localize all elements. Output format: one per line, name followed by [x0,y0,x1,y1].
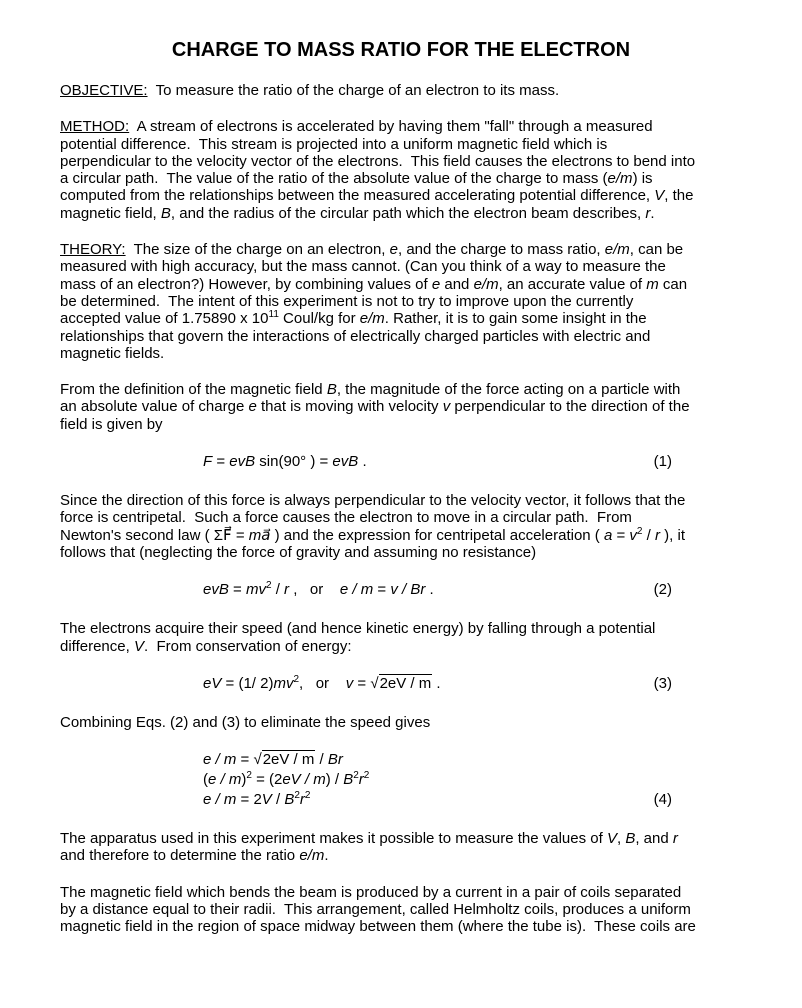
text-line [60,187,760,204]
italic-variable: r [655,526,660,544]
italic-variable: e / m [203,751,237,769]
text-line [60,901,760,918]
text-segment: , and the charge to mass ratio, [397,241,605,259]
equation-4 [60,750,760,810]
equation-number: (1) [653,453,672,471]
italic-variable: V [654,187,665,205]
text-segment: accepted value of 1.75890 x 10 [60,310,269,328]
text-segment: be determined. The intent of this experiment is not to try to improve upon the currently [60,292,634,310]
helmholtz [60,884,760,936]
text-segment: / [271,581,285,599]
italic-variable: F [203,453,213,471]
italic-variable: evB [203,581,229,599]
text-line [60,293,760,310]
italic-variable: e/m [473,275,499,293]
italic-variable: e / m [339,581,374,599]
text-segment: sin(90° ) = [255,453,333,471]
radicand: 2eV / m [262,751,315,769]
text-segment: , an accurate value of [498,275,647,293]
text-line [60,381,760,398]
text-segment: Coul/kg for [278,310,360,328]
apparatus [60,830,760,865]
equation-line [60,770,760,790]
italic-variable: evB [332,453,359,471]
text-segment: a circular path. The value of the ratio of the absolute value of the charge to mass ( [60,170,608,188]
italic-variable: e / m [208,771,242,789]
text-segment: = (1/ 2) [221,674,274,692]
text-segment: , [616,830,626,848]
text-segment: = [612,526,630,544]
italic-variable: evB [229,453,256,471]
text-segment: , and the radius of the circular path which the electron beam describes, [170,204,646,222]
energy [60,620,760,655]
superscript: 2 [636,525,643,537]
italic-variable: B [625,830,636,848]
italic-variable: eV / m [282,771,326,789]
text-line [60,638,760,655]
text-segment: computed from the relationships between the measured accelerating potential difference, [60,187,655,205]
text-segment: = [212,453,230,471]
text-segment: Since the direction of this force is always perpendicular to the velocity vector, it follows that the [60,492,686,510]
text-line [60,205,760,222]
italic-variable: mv [273,674,294,692]
section-label: THEORY: [60,241,126,259]
text-segment: . [650,204,655,222]
text-segment: , and [635,830,673,848]
text-segment: . Rather, it is to gain some insight in the [384,310,647,328]
text-segment: = 2 [236,791,262,809]
italic-variable: e / m [203,791,237,809]
sqrt-symbol: √ [253,751,262,769]
text-segment: difference, [60,637,134,655]
text-segment: . [358,453,367,471]
text-segment: , the [664,187,694,205]
sqrt-symbol: √ [370,674,379,692]
equation-number: (3) [653,674,672,692]
text-line [60,620,760,637]
italic-variable: v [629,526,637,544]
text-line [60,136,760,153]
text-segment: magnetic field, [60,204,161,222]
document-title: CHARGE TO MASS RATIO FOR THE ELECTRON [171,39,631,61]
text-segment: by a distance equal to their radii. This arrangement, called Helmholtz coils, produces a uniform [60,901,691,919]
section-label: OBJECTIVE: [60,82,148,99]
italic-variable: v [442,398,451,416]
text-line [60,416,760,433]
text-line [60,527,760,544]
text-line [60,345,760,362]
text-segment: relationships that govern the interactions of electrically charged particles with electric and [60,327,651,345]
text-line [60,276,760,293]
text-segment: / [315,751,328,769]
italic-variable: r [284,581,290,599]
text-segment: perpendicular to the direction of the [450,398,690,416]
text-segment: that is moving with velocity [256,398,443,416]
text-segment: magnetic fields. [60,344,165,362]
text-line [60,170,760,187]
italic-variable: a [603,526,613,544]
text-segment: = [228,581,246,599]
text-segment: ) [241,771,247,789]
italic-variable: mv [245,581,266,599]
text-line [60,310,760,327]
text-line [60,714,760,731]
italic-variable: B [284,791,295,809]
italic-variable: e/m [359,310,385,328]
force-definition [60,381,760,433]
text-segment: perpendicular to the velocity vector of the electrons. This field causes the electrons to bend into [60,152,696,170]
text-segment: The apparatus used in this experiment makes it possible to measure the values of [60,830,607,848]
text-segment: = [353,674,371,692]
equation-line [60,750,760,770]
italic-variable: r [358,771,364,789]
superscript: 2 [265,580,272,592]
italic-variable: V [261,791,272,809]
text-segment: . [432,674,441,692]
text-segment: magnetic field in the region of space midway between them (where the tube is). These coils are [60,918,696,936]
superscript: 2 [246,770,252,782]
text-segment: . From conservation of energy: [143,637,352,655]
text-line [60,118,760,135]
italic-variable: B [326,381,337,399]
text-segment: . [425,581,434,599]
text-segment: = [236,751,254,769]
text-segment: can [658,275,688,293]
superscript: 2 [353,770,359,782]
text-line [60,830,760,847]
theory [60,241,760,362]
italic-variable: r [672,830,678,848]
text-line [60,258,760,275]
text-segment: field is given by [60,415,163,433]
italic-variable: eV [203,674,222,692]
text-segment: = (2 [251,771,283,789]
italic-variable: e [389,241,398,259]
italic-variable: r [299,791,305,809]
text-line [60,884,760,901]
italic-variable: e/m [299,847,325,865]
text-line [60,82,760,99]
superscript: 2 [294,790,300,802]
equation-1 [60,452,760,472]
italic-variable: V [606,830,617,848]
text-segment: / [642,526,655,544]
text-segment: , the magnitude of the force acting on a particle with [336,381,681,399]
text-line [60,492,760,509]
superscript: 2 [304,790,311,802]
document-body [60,82,760,936]
italic-variable: ma⃗ [248,526,271,544]
text-segment: follows that (neglecting the force of gravity and assuming no resistance) [60,543,537,561]
text-segment: = [373,581,391,599]
text-segment: ( [203,771,208,789]
equation-number: (4) [653,791,672,809]
italic-variable: e/m [607,170,633,188]
text-line [60,398,760,415]
text-segment: The electrons acquire their speed (and hence kinetic energy) by falling through a potential [60,620,656,638]
italic-variable: V [133,637,144,655]
italic-variable: r [645,204,651,222]
text-segment: / [271,791,285,809]
radicand: 2eV / m [379,674,432,692]
equation-2 [60,580,760,600]
text-segment: , can be [629,241,684,259]
text-segment: and [440,275,474,293]
italic-variable: v / Br [390,581,426,599]
italic-variable: e/m [604,241,630,259]
text-segment: ), it [660,526,685,544]
italic-variable: e [431,275,441,293]
text-segment: Combining Eqs. (2) and (3) to eliminate the speed gives [60,713,431,731]
text-line [60,544,760,561]
combining [60,714,760,731]
text-segment: . [324,847,329,865]
section-label: METHOD: [60,118,130,136]
text-segment: A stream of electrons is accelerated by having them "fall" through a measured [129,118,653,136]
text-line [60,509,760,526]
text-segment: , or [299,674,346,692]
text-segment: measured with high accuracy, but the mass cannot. (Can you think of a way to measure the [60,258,666,276]
superscript: 2 [293,673,300,685]
text-segment: mass of an electron?) However, by combining values of [60,275,432,293]
equation-3 [60,674,760,694]
text-segment: and therefore to determine the ratio [60,847,300,865]
text-segment: Newton's second law ( ΣF⃗ = [60,526,249,544]
text-line [60,328,760,345]
text-segment: From the definition of the magnetic field [60,381,327,399]
text-segment: ) and the expression for centripetal acceleration ( [270,526,604,544]
text-line [60,153,760,170]
text-segment: The magnetic field which bends the beam is produced by a current in a pair of coils separated [60,883,682,901]
italic-variable: B [160,204,171,222]
text-segment: The size of the charge on an electron, [125,241,390,259]
text-segment: an absolute value of charge [60,398,249,416]
text-segment: force is centripetal. Such a force causes the electron to move in a circular path. From [60,509,632,527]
text-segment: ) / [325,771,344,789]
text-line [60,918,760,935]
method [60,118,760,222]
centripetal [60,492,760,561]
italic-variable: e [248,398,257,416]
italic-variable: Br [327,751,343,769]
italic-variable: m [646,275,659,293]
equation-number: (2) [653,581,672,599]
objective [60,82,760,99]
superscript: 2 [363,770,370,782]
text-segment: ) is [632,170,653,188]
text-segment: , or [289,581,340,599]
italic-variable: v [345,674,354,692]
text-line [60,241,760,258]
superscript: 11 [268,309,279,321]
text-line [60,847,760,864]
italic-variable: B [343,771,354,789]
text-segment: potential difference. This stream is projected into a uniform magnetic field which is [60,135,608,153]
text-segment: To measure the ratio of the charge of an electron to its mass. [147,82,560,99]
